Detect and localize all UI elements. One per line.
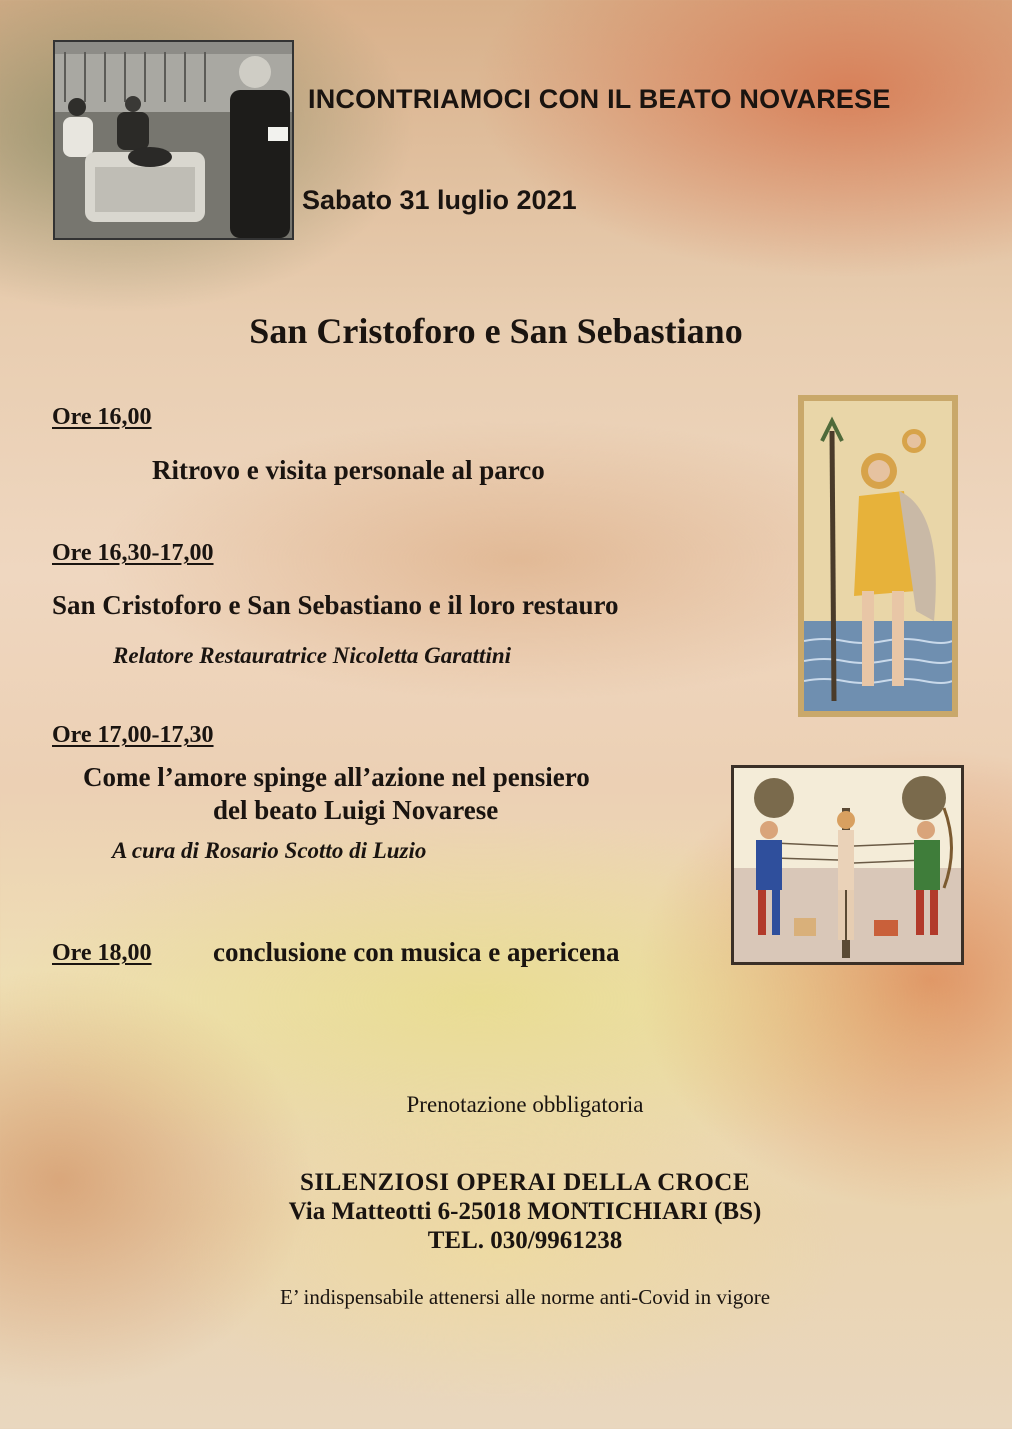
event-title: INCONTRIAMOCI CON IL BEATO NOVARESE	[308, 84, 891, 114]
covid-notice: E’ indispensabile attenersi alle norme anti-Covid in vigore	[279, 1285, 771, 1309]
event-subtitle: San Cristoforo e San Sebastiano	[249, 311, 743, 351]
slot1-activity: Ritrovo e visita personale al parco	[152, 455, 545, 485]
slot1-time: Ore 16,00	[52, 404, 152, 430]
slot3-activity-line2: del beato Luigi Novarese	[213, 795, 499, 825]
booking-note: Prenotazione obbligatoria	[406, 1092, 644, 1117]
saint-sebastian-painting	[731, 765, 964, 965]
slot3-time: Ore 17,00-17,30	[52, 722, 214, 748]
header-photo	[53, 40, 294, 240]
slot3-speaker: A cura di Rosario Scotto di Luzio	[112, 838, 427, 863]
slot4-time: Ore 18,00	[52, 940, 152, 966]
organization-address: Via Matteotti 6-25018 MONTICHIARI (BS)	[288, 1198, 762, 1225]
organization-name: SILENZIOSI OPERAI DELLA CROCE	[299, 1169, 751, 1196]
saint-christopher-painting	[798, 395, 958, 717]
slot4-activity: conclusione con musica e apericena	[213, 937, 620, 967]
slot2-time: Ore 16,30-17,00	[52, 540, 214, 566]
slot3-activity-line1: Come l’amore spinge all’azione nel pensiero	[83, 762, 590, 792]
slot2-activity: San Cristoforo e San Sebastiano e il loro restauro	[52, 590, 619, 620]
event-date: Sabato 31 luglio 2021	[302, 185, 577, 215]
slot2-speaker: Relatore Restauratrice Nicoletta Garattini	[113, 643, 512, 668]
organization-phone: TEL. 030/9961238	[427, 1227, 623, 1254]
